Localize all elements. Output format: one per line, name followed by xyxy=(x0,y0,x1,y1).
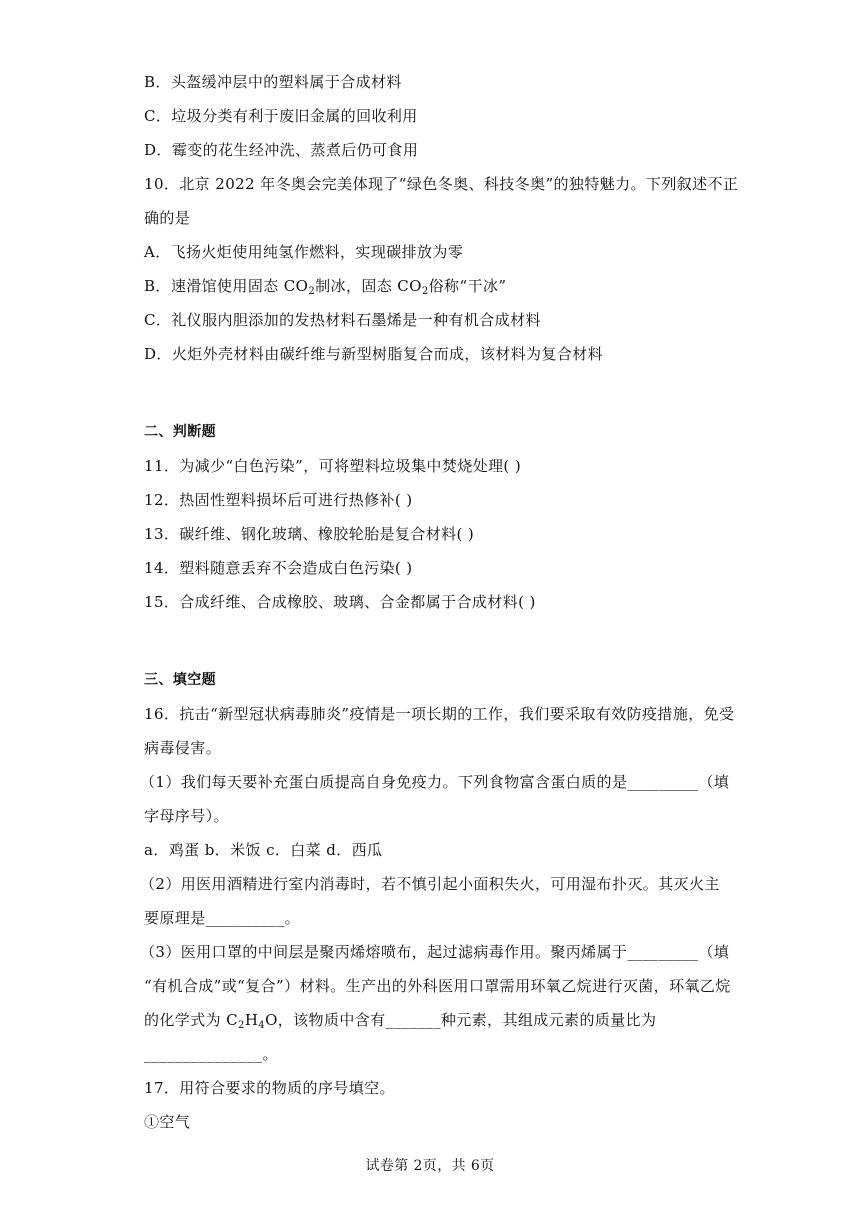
subscript-4: 4 xyxy=(258,1020,266,1031)
question-9-option-b: B．头盔缓冲层中的塑料属于合成材料 xyxy=(144,73,402,91)
option-b-text-2: 制冰，固态 CO xyxy=(315,277,422,295)
subscript-2: 2 xyxy=(308,286,316,297)
question-10-option-c: C．礼仪服内胆添加的发热材料石墨烯是一种有机合成材料 xyxy=(144,311,541,329)
question-16-stem-line-2: 病毒侵害。 xyxy=(144,739,222,757)
formula-text-3: O，该物质中含有_______种元素，其组成元素的质量比为 xyxy=(265,1011,657,1029)
subscript-2: 2 xyxy=(421,286,429,297)
question-16-stem-line-1: 16．抗击“新型冠状病毒肺炎”疫情是一项长期的工作，我们要采取有效防疫措施，免受 xyxy=(144,705,735,723)
subscript-2: 2 xyxy=(238,1020,245,1031)
option-b-text-3: 俗称“干冰” xyxy=(428,277,507,295)
question-12: 12．热固性塑料损坏后可进行热修补( ) xyxy=(144,491,413,509)
question-17-stem: 17．用符合要求的物质的序号填空。 xyxy=(144,1079,395,1097)
question-13: 13．碳纤维、钢化玻璃、橡胶轮胎是复合材料( ) xyxy=(144,525,475,543)
question-11: 11．为减少“白色污染”，可将塑料垃圾集中焚烧处理( ) xyxy=(144,457,522,475)
formula-text-1: 的化学式为 C xyxy=(144,1011,239,1029)
question-16-part-3-line-4: _______________。 xyxy=(144,1045,278,1063)
question-15: 15．合成纤维、合成橡胶、玻璃、合金都属于合成材料( ) xyxy=(144,593,536,611)
question-10-stem-line-2: 确的是 xyxy=(144,209,191,227)
question-9-option-d: D．霉变的花生经冲洗、蒸煮后仍可食用 xyxy=(144,141,419,159)
page-footer: 试卷第 2页，共 6页 xyxy=(365,1158,495,1174)
question-16-part-1-line-2: 字母序号）。 xyxy=(144,807,229,825)
section-heading-fill-in: 三、填空题 xyxy=(144,672,216,688)
question-16-part-1-options: a．鸡蛋 b．米饭 c．白菜 d．西瓜 xyxy=(144,841,383,859)
question-17-item-1: ①空气 xyxy=(144,1113,191,1131)
section-heading-true-false: 二、判断题 xyxy=(144,424,216,440)
question-10-option-a: A．飞扬火炬使用纯氢作燃料，实现碳排放为零 xyxy=(144,243,464,261)
question-16-part-2-line-1: （2）用医用酒精进行室内消毒时，若不慎引起小面积失火，可用湿布扑灭。其灭火主 xyxy=(140,875,720,893)
question-10-stem-line-1: 10．北京 2022 年冬奥会完美体现了“绿色冬奥、科技冬奥”的独特魅力。下列叙述不正 xyxy=(144,175,739,193)
question-16-part-3-line-3 xyxy=(144,1009,656,1031)
formula-text-2: H xyxy=(244,1011,259,1029)
question-10-option-b xyxy=(144,275,506,297)
question-16-part-3-line-1: （3）医用口罩的中间层是聚丙烯熔喷布，起过滤病毒作用。聚丙烯属于_________（填 xyxy=(140,943,730,961)
question-10-option-d: D．火炬外壳材料由碳纤维与新型树脂复合而成，该材料为复合材料 xyxy=(144,345,604,363)
question-16-part-2-line-2: 要原理是__________。 xyxy=(144,909,301,927)
question-16-part-3-line-2: “有机合成”或“复合”）材料。生产出的外科医用口罩需用环氧乙烷进行灭菌，环氧乙烷 xyxy=(144,977,731,995)
question-9-option-c: C．垃圾分类有利于废旧金属的回收利用 xyxy=(144,107,418,125)
question-16-part-1-line-1: （1）我们每天要补充蛋白质提高自身免疫力。下列食物富含蛋白质的是_________（填 xyxy=(140,773,730,791)
option-b-text-1: B．速滑馆使用固态 CO xyxy=(144,277,309,295)
question-14: 14．塑料随意丢弃不会造成白色污染( ) xyxy=(144,559,413,577)
